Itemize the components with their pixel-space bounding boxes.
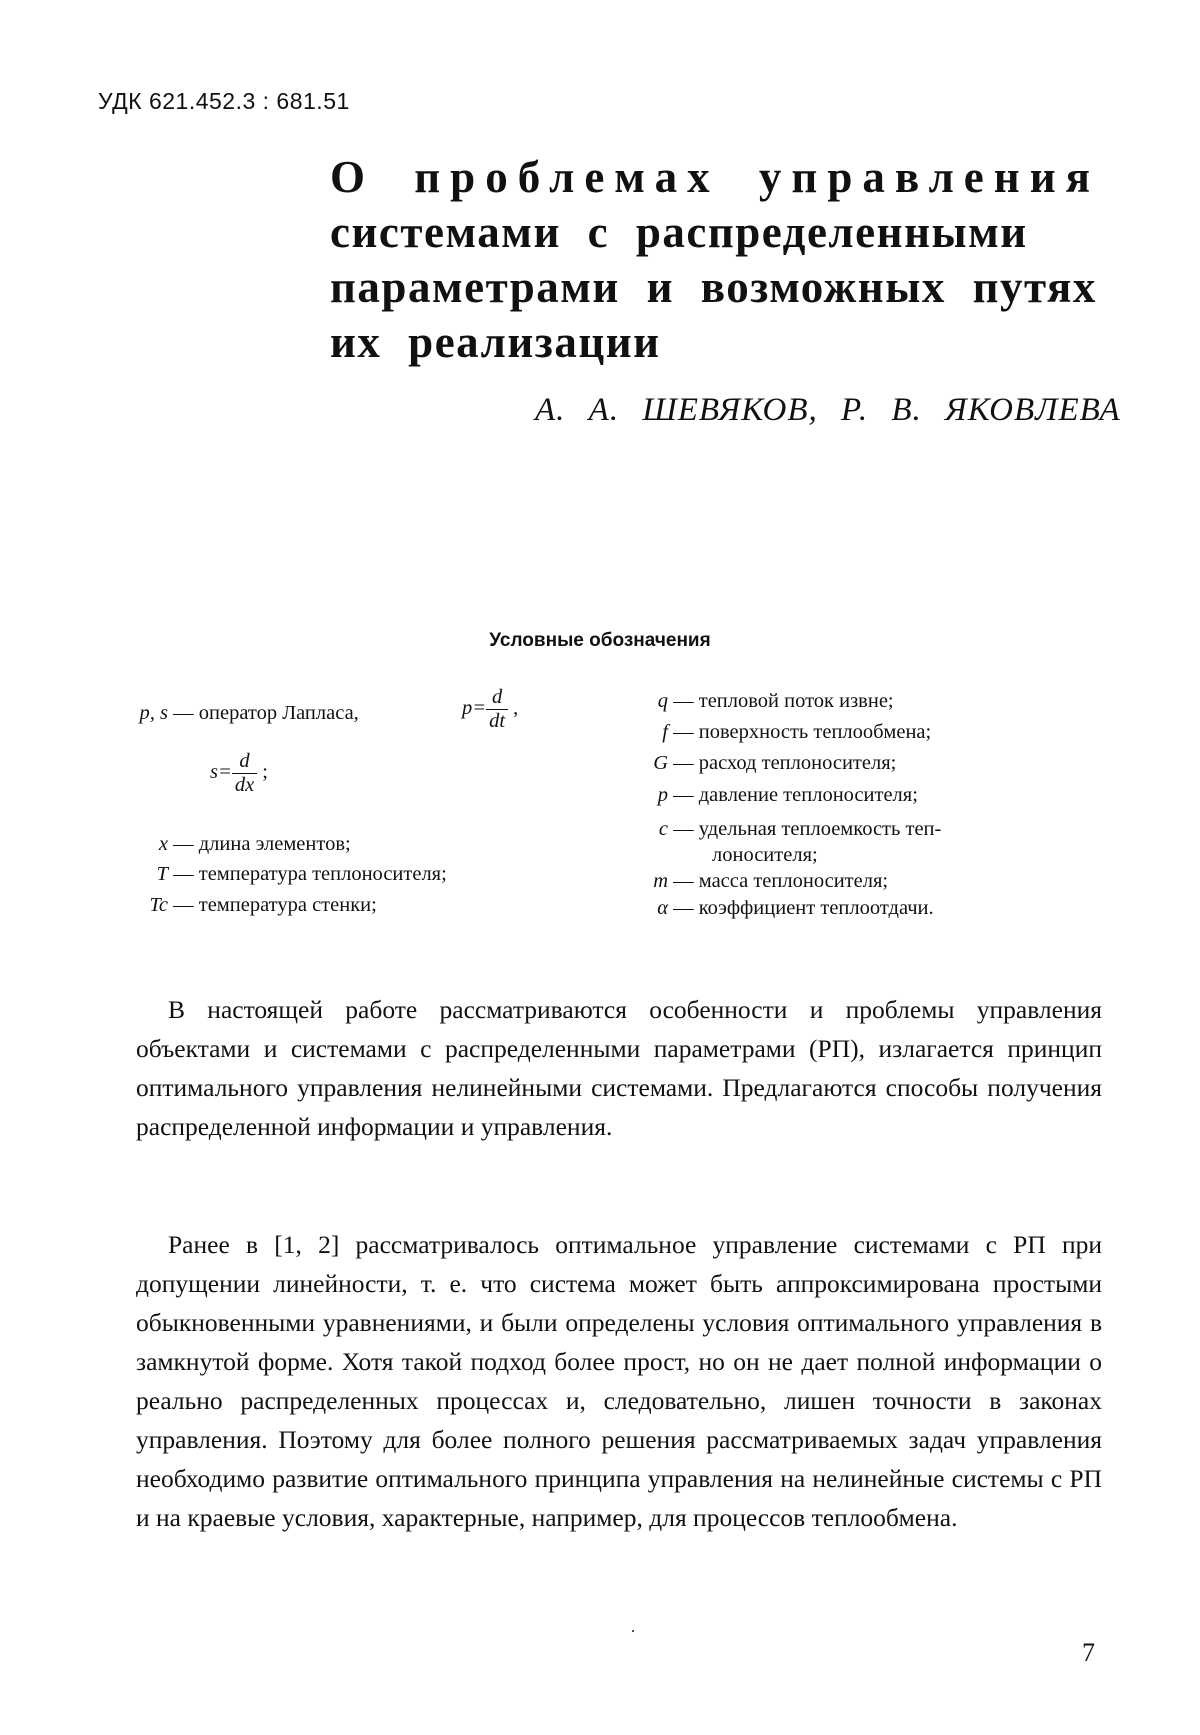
fraction-d-dt xyxy=(486,686,508,732)
laplace-s-formula: s= $\frac{d}{dx}$ ; xyxy=(210,750,268,796)
nom-text: — масса теплоносителя; xyxy=(673,870,889,892)
nom-text: — температура стенки; xyxy=(173,894,377,916)
nom-symbol: q xyxy=(657,690,668,712)
nom-symbol: T xyxy=(156,863,168,885)
s-equals: s= xyxy=(210,760,232,783)
nom-symbol: f xyxy=(662,721,668,743)
fraction-denominator: dt xyxy=(489,709,506,732)
authors: А. А. ШЕВЯКОВ, Р. В. ЯКОВЛЕВА xyxy=(535,392,1121,428)
title-line-3: параметрами и возможных путях xyxy=(330,262,1097,312)
nom-right-item xyxy=(620,721,931,744)
nom-right-continuation xyxy=(712,844,818,867)
article-title xyxy=(330,150,1120,370)
title-line-2: системами с распределенными xyxy=(330,207,1028,257)
nom-text: — температура теплоносителя; xyxy=(173,863,447,885)
nom-symbol: G xyxy=(653,752,668,774)
nom-left-item xyxy=(112,863,447,886)
fraction-numerator: d xyxy=(232,750,257,774)
nom-symbol: Tc xyxy=(149,894,168,916)
print-speck xyxy=(632,1630,634,1632)
nomenclature-title: Условные обозначения xyxy=(489,630,711,651)
nom-symbol: c xyxy=(658,818,668,840)
nom-text: — тепловой поток извне; xyxy=(673,690,894,712)
nom-text: — расход теплоносителя; xyxy=(673,752,897,774)
fraction-denominator: dx xyxy=(234,773,255,796)
fraction-numerator: d xyxy=(486,686,508,710)
nom-left-item xyxy=(112,702,359,725)
body-paragraph-2: Ранее в [1, 2] рассматривалось оптимальное управление системами с РП при допущении линейности, т. е. что система может быть аппроксимирована простыми обыкновенными уравнениями, и были определены условия оптимального управления в замкнутой форме. Хотя такой подход более прост, но он не дает полной информации о реально распределенных процессах и, следовательно, лишен точности в законах управления. Поэтому для более полного решения рассматриваемых задач управления необходимо развитие оптимального принципа управления на нелинейные системы с РП и на краевые условия, характерные, например, для процессов теплообмена. xyxy=(136,1230,1102,1532)
fraction-d-dx xyxy=(232,750,257,796)
laplace-p-formula: p= $\frac{d}{dt}$ , xyxy=(462,686,519,732)
page-number: 7 xyxy=(1082,1638,1095,1667)
title-line-1: О проблемах управления xyxy=(330,152,1100,202)
nom-left-item xyxy=(112,833,351,856)
nom-symbol: x xyxy=(158,833,168,855)
nom-text: — давление теплоносителя; xyxy=(673,784,918,806)
title-line-4: их реализации xyxy=(330,317,661,367)
nom-text: лоносителя; xyxy=(712,844,818,866)
body-paragraph-1: В настоящей работе рассматриваются особенности и проблемы управления объектами и системами с распределенными параметрами (РП), излагается принцип оптимального управления нелинейными системами. Предлагаются способы получения распределенной информации и управления. xyxy=(136,995,1102,1141)
nom-right-item xyxy=(620,752,896,775)
nom-symbol: p xyxy=(657,784,668,806)
nom-right-item xyxy=(620,784,918,807)
nom-text: — поверхность теплообмена; xyxy=(673,721,932,743)
nom-text: — коэффициент теплоотдачи. xyxy=(673,897,934,919)
nom-symbol: p, s xyxy=(139,702,168,724)
nom-text: — оператор Лапласа, xyxy=(173,702,359,724)
nom-left-item xyxy=(112,894,377,917)
nom-right-item xyxy=(620,897,934,920)
nom-symbol: m xyxy=(653,870,668,892)
p-equals: p= xyxy=(462,696,487,719)
nom-right-item xyxy=(620,870,888,893)
nom-right-item xyxy=(620,818,1060,841)
nom-text: — удельная теплоемкость теп- xyxy=(673,818,942,840)
udk-code: УДК 621.452.3 : 681.51 xyxy=(98,88,350,114)
nom-symbol: α xyxy=(657,897,668,919)
nom-text: — длина элементов; xyxy=(173,833,351,855)
nom-right-item xyxy=(620,690,894,713)
